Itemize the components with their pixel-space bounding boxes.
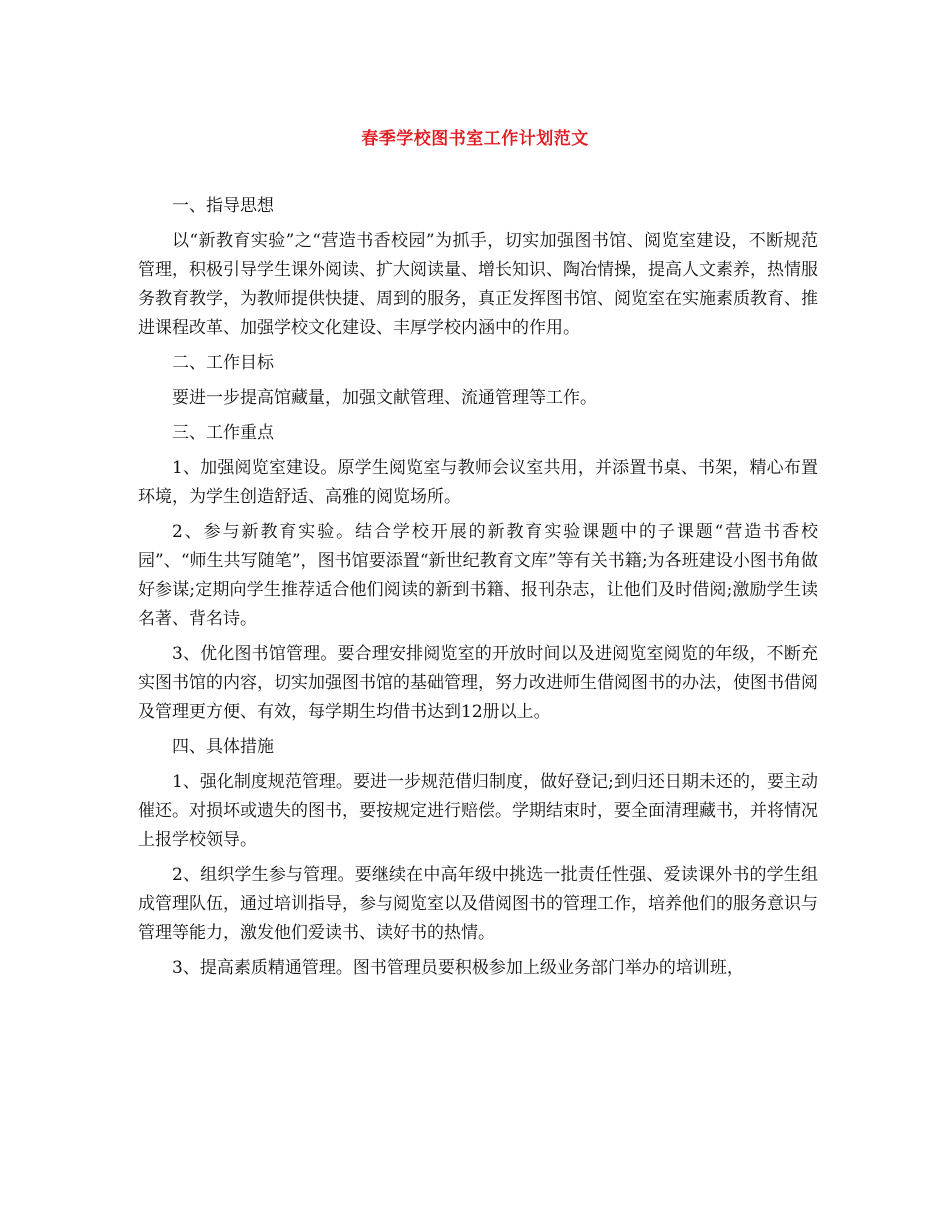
paragraph: 3、提高素质精通管理。图书管理员要积极参加上级业务部门举办的培训班， [172,958,744,978]
paragraph: 要进一步提高馆藏量，加强文献管理、流通管理等工作。 [172,388,597,408]
paragraph: 1、强化制度规范管理。要进一步规范借归制度，做好登记;到归还日期未还的，要主动催还。对损坏或遗失的图书，要按规定进行赔偿。学期结束时，要全面清理藏书，并将情况上报学校领导。 [138,772,818,850]
paragraph: 1、加强阅览室建设。原学生阅览室与教师会议室共用，并添置书桌、书架，精心布置环境，为学生创造舒适、高雅的阅览场所。 [138,458,818,507]
paragraph: 2、组织学生参与管理。要继续在中高年级中挑选一批责任性强、爱读课外书的学生组成管理队伍，通过培训指导，参与阅览室以及借阅图书的管理工作，培养他们的服务意识与管理等能力，激发他们爱读书、读好书的热情。 [138,865,818,943]
document-title: 春季学校图书室工作计划范文 [361,129,589,149]
paragraph: 三、工作重点 [172,423,274,443]
paragraph: 四、具体措施 [172,737,274,757]
paragraph: 二、工作目标 [172,353,274,373]
paragraph: 3、优化图书馆管理。要合理安排阅览室的开放时间以及进阅览室阅览的年级，不断充实图书馆的内容，切实加强图书馆的基础管理，努力改进师生借阅图书的办法，使图书借阅及管理更方便、有效，每学期生均借书达到12册以上。 [138,644,818,722]
paragraph: 一、指导思想 [172,196,274,216]
document-body [138,192,818,989]
paragraph: 2、参与新教育实验。结合学校开展的新教育实验课题中的子课题“营造书香校园”、“师生共写随笔”，图书馆要添置“新世纪教育文库”等有关书籍;为各班建设小图书角做好参谋;定期向学生推荐适合他们阅读的新到书籍、报刊杂志，让他们及时借阅;激励学生读名著、背名诗。 [138,522,818,629]
paragraph: 以“新教育实验”之“营造书香校园”为抓手，切实加强图书馆、阅览室建设，不断规范管理，积极引导学生课外阅读、扩大阅读量、增长知识、陶冶情操，提高人文素养，热情服务教育教学，为教师提供快捷、周到的服务，真正发挥图书馆、阅览室在实施素质教育、推进课程改革、加强学校文化建设、丰厚学校内涵中的作用。 [138,231,818,338]
